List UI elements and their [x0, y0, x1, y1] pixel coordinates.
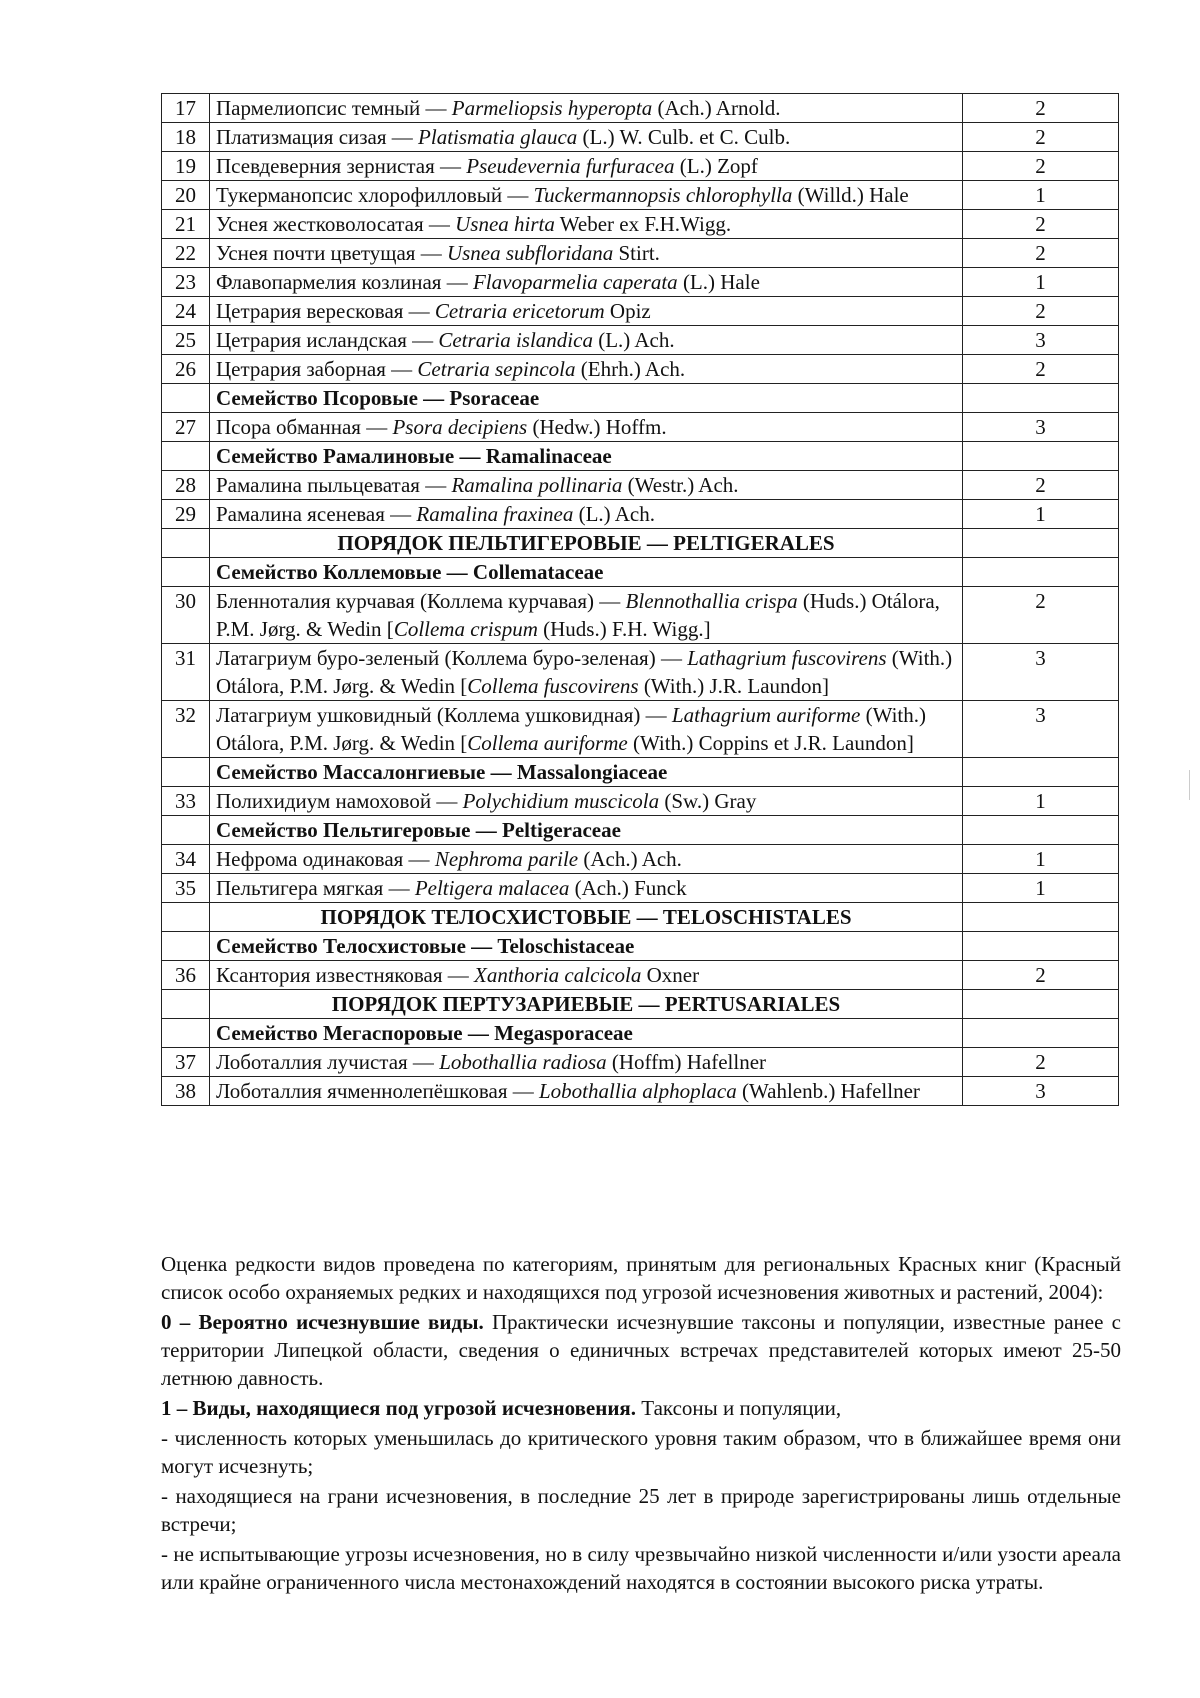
latin-name: Pseudevernia furfuracea: [466, 154, 675, 178]
rarity-category: 1: [963, 500, 1119, 529]
rarity-category: 2: [963, 297, 1119, 326]
author-citation: (Huds.) Otálora, P.M. Jørg. & Wedin [: [216, 589, 940, 641]
row-number: 22: [162, 239, 210, 268]
latin-name: Tuckermannopsis chlorophylla: [533, 183, 793, 207]
row-number: 35: [162, 874, 210, 903]
empty-number-cell: [162, 1019, 210, 1048]
species-table: [161, 93, 1119, 1106]
family-title: Семейство Пельтигеровые — Peltigeraceae: [210, 816, 963, 845]
rarity-category: 3: [963, 701, 1119, 758]
row-number: 20: [162, 181, 210, 210]
empty-category-cell: [963, 932, 1119, 961]
synonym-author-citation: (Huds.) F.H. Wigg.]: [537, 617, 711, 641]
russian-name: Цетрария вересковая —: [216, 299, 435, 323]
species-name-cell: [210, 297, 963, 326]
author-citation: (Willd.) Hale: [792, 183, 909, 207]
rarity-category: 2: [963, 210, 1119, 239]
russian-name: Нефрома одинаковая —: [216, 847, 435, 871]
empty-category-cell: [963, 558, 1119, 587]
empty-category-cell: [963, 758, 1119, 787]
species-row: [162, 94, 1119, 123]
empty-number-cell: [162, 529, 210, 558]
species-name-cell: [210, 268, 963, 297]
latin-name: Peltigera malacea: [414, 876, 570, 900]
species-row: [162, 1048, 1119, 1077]
category-1-label: 1 – Виды, находящиеся под угрозой исчезновения.: [161, 1396, 637, 1420]
category-1-bullet-3: - не испытывающие угрозы исчезновения, но в силу чрезвычайно низкой численности и/или узости ареала или крайне ограниченного числа местонахождений находятся в состоянии высокого риска утраты.: [161, 1542, 1121, 1594]
species-name-cell: [210, 1048, 963, 1077]
row-number: 18: [162, 123, 210, 152]
latin-name: Usnea subfloridana: [446, 241, 614, 265]
russian-name: Псевдеверния зернистая —: [216, 154, 467, 178]
latin-name: Psora decipiens: [392, 415, 528, 439]
family-title: Семейство Коллемовые — Collemataceae: [210, 558, 963, 587]
russian-name: Псора обманная —: [216, 415, 393, 439]
author-citation: (Ach.) Funck: [569, 876, 687, 900]
row-number: 38: [162, 1077, 210, 1106]
latin-name: Lathagrium auriforme: [671, 703, 861, 727]
species-row: [162, 787, 1119, 816]
synonym-author-citation: (With.) Coppins et J.R. Laundon]: [627, 731, 914, 755]
rarity-category: 2: [963, 1048, 1119, 1077]
latin-name: Lobothallia radiosa: [439, 1050, 607, 1074]
empty-category-cell: [963, 1019, 1119, 1048]
author-citation: (Hoffm) Hafellner: [606, 1050, 767, 1074]
species-name-cell: [210, 210, 963, 239]
rarity-category: 1: [963, 874, 1119, 903]
latin-name: Lathagrium fuscovirens: [687, 646, 887, 670]
order-title: ПОРЯДОК ПЕРТУЗАРИЕВЫЕ — PERTUSARIALES: [210, 990, 963, 1019]
author-citation: (Sw.) Gray: [659, 789, 757, 813]
author-citation: (With.) Otálora, P.M. Jørg. & Wedin [: [216, 646, 953, 698]
species-table-body: [162, 94, 1119, 1106]
synonym-author-citation: (With.) J.R. Laundon]: [638, 674, 830, 698]
family-header-row: [162, 816, 1119, 845]
author-citation: (Westr.) Ach.: [622, 473, 739, 497]
russian-name: Лоботаллия ячменнолепёшковая —: [216, 1079, 539, 1103]
rarity-category: 2: [963, 471, 1119, 500]
rarity-category: 1: [963, 268, 1119, 297]
rarity-category: 2: [963, 961, 1119, 990]
empty-number-cell: [162, 903, 210, 932]
author-citation: (Ach.) Arnold.: [652, 96, 781, 120]
latin-name: Flavoparmelia caperata: [472, 270, 678, 294]
species-row: [162, 413, 1119, 442]
category-1-paragraph: [161, 1394, 1121, 1422]
author-citation: Oxner: [641, 963, 700, 987]
family-title: Семейство Мегаспоровые — Megasporaceae: [210, 1019, 963, 1048]
species-name-cell: [210, 1077, 963, 1106]
rarity-category: 1: [963, 181, 1119, 210]
author-citation: (L.) Hale: [677, 270, 760, 294]
species-name-cell: [210, 845, 963, 874]
rarity-category: 3: [963, 326, 1119, 355]
row-number: 27: [162, 413, 210, 442]
row-number: 30: [162, 587, 210, 644]
empty-category-cell: [963, 816, 1119, 845]
scan-edge-mark: [1189, 770, 1190, 800]
empty-number-cell: [162, 442, 210, 471]
author-citation: (L.) Ach.: [592, 328, 675, 352]
species-name-cell: [210, 701, 963, 758]
species-row: [162, 326, 1119, 355]
rarity-category: 2: [963, 123, 1119, 152]
row-number: 33: [162, 787, 210, 816]
species-name-cell: [210, 239, 963, 268]
family-header-row: [162, 932, 1119, 961]
species-row: [162, 123, 1119, 152]
russian-name: Латагриум буро-зеленый (Коллема буро-зеленая) —: [216, 646, 688, 670]
species-name-cell: [210, 874, 963, 903]
species-row: [162, 239, 1119, 268]
order-title: ПОРЯДОК ТЕЛОСХИСТОВЫЕ — TELOSCHISTALES: [210, 903, 963, 932]
author-citation: (L.) Ach.: [573, 502, 655, 526]
russian-name: Ксантория известняковая —: [216, 963, 474, 987]
rarity-category: 3: [963, 413, 1119, 442]
latin-name: Polychidium muscicola: [462, 789, 660, 813]
order-header-row: [162, 529, 1119, 558]
author-citation: (Hedw.) Hoffm.: [527, 415, 667, 439]
species-row: [162, 587, 1119, 644]
row-number: 31: [162, 644, 210, 701]
family-title: Семейство Рамалиновые — Ramalinaceae: [210, 442, 963, 471]
row-number: 17: [162, 94, 210, 123]
rarity-category: 2: [963, 152, 1119, 181]
russian-name: Рамалина ясеневая —: [216, 502, 417, 526]
row-number: 29: [162, 500, 210, 529]
category-1-bullet-2: - находящиеся на грани исчезновения, в последние 25 лет в природе зарегистрированы лишь отдельные встречи;: [161, 1484, 1121, 1536]
species-row: [162, 210, 1119, 239]
order-title: ПОРЯДОК ПЕЛЬТИГЕРОВЫЕ — PELTIGERALES: [210, 529, 963, 558]
row-number: 26: [162, 355, 210, 384]
author-citation: Opiz: [604, 299, 651, 323]
row-number: 21: [162, 210, 210, 239]
russian-name: Уснея почти цветущая —: [216, 241, 447, 265]
species-name-cell: [210, 152, 963, 181]
rarity-category: 1: [963, 787, 1119, 816]
species-row: [162, 874, 1119, 903]
author-citation: (L.) Zopf: [674, 154, 758, 178]
author-citation: (Ehrh.) Ach.: [575, 357, 686, 381]
empty-category-cell: [963, 442, 1119, 471]
latin-name: Platismatia glauca: [418, 125, 578, 149]
latin-name: Lobothallia alphoplaca: [539, 1079, 737, 1103]
rarity-category: 3: [963, 644, 1119, 701]
russian-name: Рамалина пыльцеватая —: [216, 473, 452, 497]
species-name-cell: [210, 787, 963, 816]
family-header-row: [162, 384, 1119, 413]
russian-name: Латагриум ушковидный (Коллема ушковидная) —: [216, 703, 672, 727]
rarity-category: 2: [963, 355, 1119, 384]
latin-name: Cetraria sepincola: [417, 357, 576, 381]
species-row: [162, 152, 1119, 181]
russian-name: Тукерманопсис хлорофилловый —: [216, 183, 534, 207]
family-header-row: [162, 1019, 1119, 1048]
author-citation: Weber ex F.H.Wigg.: [554, 212, 732, 236]
species-name-cell: [210, 123, 963, 152]
synonym-latin-name: Collema fuscovirens: [467, 674, 639, 698]
species-name-cell: [210, 355, 963, 384]
russian-name: Лоботаллия лучистая —: [216, 1050, 440, 1074]
rarity-category: 2: [963, 94, 1119, 123]
russian-name: Пельтигера мягкая —: [216, 876, 415, 900]
notes-intro: Оценка редкости видов проведена по категориям, принятым для региональных Красных книг (Красный список особо охраняемых редких и находящихся под угрозой исчезновения животных и растений, 2004):: [161, 1252, 1121, 1304]
species-row: [162, 845, 1119, 874]
latin-name: Ramalina pollinaria: [451, 473, 623, 497]
row-number: 24: [162, 297, 210, 326]
rarity-category: 1: [963, 845, 1119, 874]
author-citation: (With.) Otálora, P.M. Jørg. & Wedin [: [216, 703, 926, 755]
species-name-cell: [210, 471, 963, 500]
russian-name: Флавопармелия козлиная —: [216, 270, 473, 294]
empty-category-cell: [963, 903, 1119, 932]
order-header-row: [162, 903, 1119, 932]
russian-name: Полихидиум намоховой —: [216, 789, 463, 813]
row-number: 23: [162, 268, 210, 297]
rarity-category: 2: [963, 239, 1119, 268]
family-header-row: [162, 758, 1119, 787]
category-0-text: Практически исчезнувшие таксоны и популяции, известные ранее с территории Липецкой области, сведения о единичных встречах представителей которых имеют 25-50 летнюю давность.: [161, 1310, 1121, 1390]
russian-name: Пармелиопсис темный —: [216, 96, 452, 120]
row-number: 28: [162, 471, 210, 500]
row-number: 34: [162, 845, 210, 874]
species-row: [162, 355, 1119, 384]
latin-name: Cetraria ericetorum: [434, 299, 605, 323]
latin-name: Cetraria islandica: [438, 328, 593, 352]
family-header-row: [162, 558, 1119, 587]
species-name-cell: [210, 961, 963, 990]
rarity-category: 3: [963, 1077, 1119, 1106]
category-0-paragraph: [161, 1308, 1121, 1392]
species-row: [162, 181, 1119, 210]
row-number: 32: [162, 701, 210, 758]
row-number: 25: [162, 326, 210, 355]
species-name-cell: [210, 500, 963, 529]
species-name-cell: [210, 94, 963, 123]
category-1-bullet-1: - численность которых уменьшилась до критического уровня таким образом, что в ближайшее время они могут исчезнуть;: [161, 1426, 1121, 1478]
empty-number-cell: [162, 932, 210, 961]
empty-number-cell: [162, 758, 210, 787]
synonym-latin-name: Collema auriforme: [467, 731, 628, 755]
author-citation: Stirt.: [613, 241, 660, 265]
row-number: 36: [162, 961, 210, 990]
category-1-text: Таксоны и популяции,: [636, 1396, 842, 1420]
author-citation: (Wahlenb.) Hafellner: [736, 1079, 920, 1103]
russian-name: Бленноталия курчавая (Коллема курчавая) —: [216, 589, 626, 613]
species-row: [162, 701, 1119, 758]
family-title: Семейство Массалонгиевые — Massalongiaceae: [210, 758, 963, 787]
latin-name: Usnea hirta: [455, 212, 555, 236]
latin-name: Ramalina fraxinea: [416, 502, 574, 526]
empty-category-cell: [963, 384, 1119, 413]
empty-number-cell: [162, 990, 210, 1019]
species-row: [162, 471, 1119, 500]
row-number: 19: [162, 152, 210, 181]
russian-name: Уснея жестковолосатая —: [216, 212, 456, 236]
latin-name: Parmeliopsis hyperopta: [451, 96, 653, 120]
empty-number-cell: [162, 558, 210, 587]
empty-category-cell: [963, 990, 1119, 1019]
species-name-cell: [210, 413, 963, 442]
author-citation: (L.) W. Culb. et C. Culb.: [577, 125, 791, 149]
family-title: Семейство Телосхистовые — Teloschistaceae: [210, 932, 963, 961]
author-citation: (Ach.) Ach.: [578, 847, 682, 871]
synonym-latin-name: Collema crispum: [393, 617, 538, 641]
species-name-cell: [210, 644, 963, 701]
family-title: Семейство Псоровые — Psoraceae: [210, 384, 963, 413]
species-name-cell: [210, 587, 963, 644]
empty-number-cell: [162, 384, 210, 413]
species-row: [162, 644, 1119, 701]
latin-name: Blennothallia crispa: [625, 589, 798, 613]
latin-name: Xanthoria calcicola: [474, 963, 642, 987]
empty-number-cell: [162, 816, 210, 845]
rarity-category: 2: [963, 587, 1119, 644]
empty-category-cell: [963, 529, 1119, 558]
latin-name: Nephroma parile: [434, 847, 579, 871]
category-notes: [161, 1250, 1121, 1598]
family-header-row: [162, 442, 1119, 471]
species-row: [162, 961, 1119, 990]
species-row: [162, 1077, 1119, 1106]
species-name-cell: [210, 181, 963, 210]
row-number: 37: [162, 1048, 210, 1077]
species-name-cell: [210, 326, 963, 355]
category-0-label: 0 – Вероятно исчезнувшие виды.: [161, 1310, 484, 1334]
species-row: [162, 268, 1119, 297]
russian-name: Цетрария заборная —: [216, 357, 418, 381]
species-row: [162, 500, 1119, 529]
species-row: [162, 297, 1119, 326]
order-header-row: [162, 990, 1119, 1019]
russian-name: Платизмация сизая —: [216, 125, 419, 149]
russian-name: Цетрария исландская —: [216, 328, 439, 352]
